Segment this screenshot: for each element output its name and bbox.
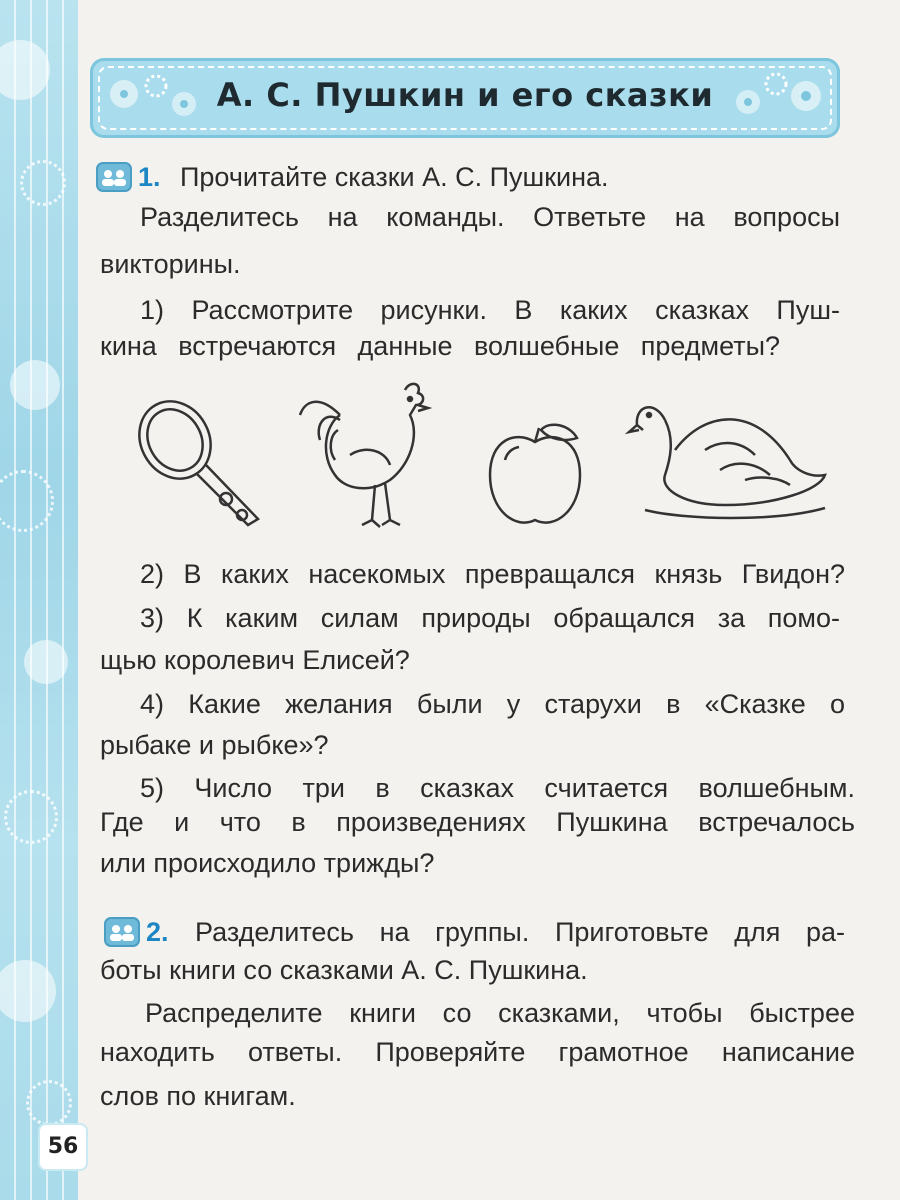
question-1-line-1: 1) Рассмотрите рисунки. В каких сказках Пуш- xyxy=(140,295,840,325)
apple-icon xyxy=(485,420,585,535)
task-1-intro-line-1: Разделитесь на команды. Ответьте на вопросы xyxy=(140,202,840,232)
task-2-line-1: Разделитесь на группы. Приготовьте для ра- xyxy=(195,917,845,947)
title-banner xyxy=(90,58,840,138)
question-1-line-2: кина встречаются данные волшебные предметы? xyxy=(100,331,780,361)
rooster-icon xyxy=(290,375,440,540)
page-number: 56 xyxy=(40,1125,86,1169)
page-title: А. С. Пушкин и его сказки xyxy=(216,76,714,114)
decorative-side-strip xyxy=(0,0,78,1200)
group-work-icon xyxy=(96,162,132,192)
question-3-line-1: 3) К каким силам природы обращался за помо- xyxy=(140,603,840,633)
swan-icon xyxy=(625,380,835,530)
question-4-line-1: 4) Какие желания были у старухи в «Сказке о xyxy=(140,689,845,719)
task-2-line-3: Распределите книги со сказками, чтобы быстрее xyxy=(145,998,855,1028)
question-4-line-2: рыбаке и рыбке»? xyxy=(100,730,329,760)
task-1-intro-line-2: викторины. xyxy=(100,249,241,279)
task-2-line-4: находить ответы. Проверяйте грамотное написание xyxy=(100,1037,855,1067)
task-1-number: 1. xyxy=(138,162,161,192)
mirror-icon xyxy=(130,395,270,540)
task-2-number: 2. xyxy=(146,917,169,947)
question-5-line-1: 5) Число три в сказках считается волшебным. xyxy=(140,773,855,803)
group-work-icon xyxy=(104,917,140,947)
question-2-line-1: 2) В каких насекомых превращался князь Гвидон? xyxy=(140,559,845,589)
task-2-line-2: боты книги со сказками А. С. Пушкина. xyxy=(100,955,588,985)
question-5-line-3: или происходило трижды? xyxy=(100,848,435,878)
task-2-line-5: слов по книгам. xyxy=(100,1081,296,1111)
question-3-line-2: щью королевич Елисей? xyxy=(100,645,410,675)
task-1-heading: Прочитайте сказки А. С. Пушкина. xyxy=(180,162,609,192)
question-5-line-2: Где и что в произведениях Пушкина встречалось xyxy=(100,807,855,837)
